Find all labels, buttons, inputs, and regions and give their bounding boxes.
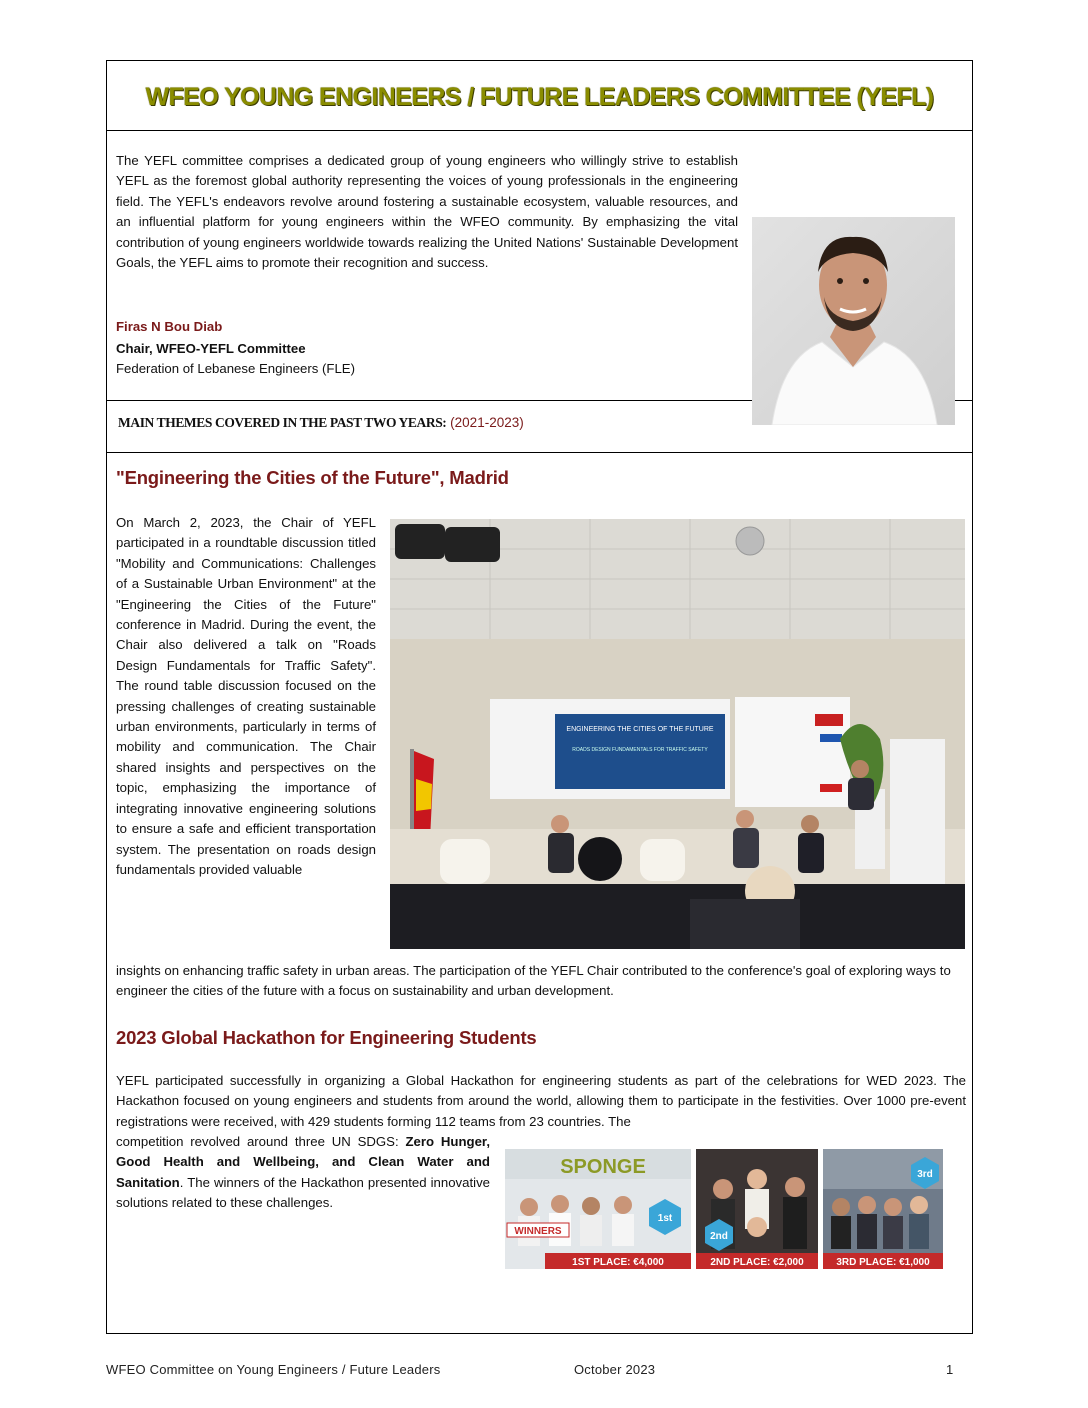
title-row bbox=[107, 61, 972, 131]
signature-name: Firas N Bou Diab bbox=[116, 319, 223, 334]
hackathon-sdgs: Zero Hunger, Good Health and Wellbeing, and Clean Water and Sanitation bbox=[116, 1134, 490, 1190]
hackathon-text-pre: competition revolved around three UN SDGS: bbox=[116, 1134, 406, 1149]
first-place-label: 1ST PLACE: €4,000 bbox=[572, 1257, 664, 1268]
chair-portrait bbox=[752, 217, 955, 425]
themes-label-line bbox=[118, 415, 524, 431]
winners-label: WINNERS bbox=[514, 1226, 562, 1237]
footer-date: October 2023 bbox=[574, 1362, 656, 1377]
second-place-label: 2ND PLACE: €2,000 bbox=[710, 1257, 804, 1268]
page-title: WFEO YOUNG ENGINEERS / FUTURE LEADERS COMMITTEE (YEFL) bbox=[145, 83, 934, 111]
third-place-label: 3RD PLACE: €1,000 bbox=[836, 1257, 930, 1268]
madrid-text-column: On March 2, 2023, the Chair of YEFL participated in a roundtable discussion titled "Mobility and Communications: Challenges of a Sustainable Urban Environment" at the "Engineering the Cities of the Future" conference in Madrid. During the event, the Chair also delivered a talk on "Roads Design Fundamentals for Traffic Safety". The round table discussion focused on the pressing challenges of creating sustainable urban environments, particularly in terms of mobility and communication. The Chair shared insights and perspectives on the topic, emphasizing the importance of integrating innovative engineering solutions to ensure a safe and efficient transportation system. The presentation on roads design fundamentals provided valuable bbox=[116, 515, 376, 877]
signature-role: Chair, WFEO-YEFL Committee bbox=[116, 341, 306, 356]
madrid-text-full: insights on enhancing traffic safety in urban areas. The participation of the YEFL Chair contributed to the conference's goal of exploring ways to engineer the cities of the future with a focus on sustainability and urban development. bbox=[116, 963, 951, 999]
themes-years: (2021-2023) bbox=[450, 415, 524, 430]
footer-committee: WFEO Committee on Young Engineers / Future Leaders bbox=[106, 1362, 441, 1377]
badge-1: 1st bbox=[657, 1213, 673, 1224]
intro-paragraph: The YEFL committee comprises a dedicated group of young engineers who willingly strive to establish YEFL as the foremost global authority representing the voices of young professionals in the engineering field. The YEFL's endeavors revolve around fostering a sustainable ecosystem, valuable resources, and an influential platform for young engineers within the WFEO community. By emphasizing the vital contribution of young engineers worldwide towards realizing the United Nations' Sustainable Development Goals, the YEFL aims to promote their recognition and success. bbox=[116, 153, 738, 271]
screen-title: ENGINEERING THE CITIES OF THE FUTURE bbox=[566, 726, 714, 733]
badge-2: 2nd bbox=[710, 1231, 728, 1242]
conference-photo bbox=[390, 519, 965, 949]
intro-section bbox=[107, 131, 972, 401]
themes-row bbox=[107, 401, 972, 453]
page-frame bbox=[106, 60, 973, 1334]
themes-label: MAIN THEMES COVERED IN THE PAST TWO YEARS: bbox=[118, 415, 447, 430]
signature-org: Federation of Lebanese Engineers (FLE) bbox=[116, 361, 355, 376]
hackathon-winners-image bbox=[505, 1149, 943, 1269]
screen-subtitle: ROADS DESIGN FUNDAMENTALS FOR TRAFFIC SAFETY bbox=[572, 747, 708, 753]
hackathon-text-full: YEFL participated successfully in organizing a Global Hackathon for engineering students as part of the celebrations for WED 2023. The Hackathon focused on young engineers and students from around the world, allowing them to participate in the festivities. Over 1000 pre-event registrations were received, with 429 students forming 112 teams from 23 countries. The bbox=[116, 1073, 966, 1129]
footer-page-number: 1 bbox=[946, 1362, 954, 1377]
hackathon-text-post: . The winners of the Hackathon presented innovative solutions related to these challenges. bbox=[116, 1174, 490, 1211]
hackathon-text-column bbox=[116, 1132, 490, 1214]
team-name: SPONGE bbox=[560, 1156, 646, 1178]
badge-3: 3rd bbox=[917, 1169, 933, 1180]
madrid-heading: "Engineering the Cities of the Future", Madrid bbox=[116, 467, 509, 488]
hackathon-heading: 2023 Global Hackathon for Engineering Students bbox=[116, 1027, 537, 1048]
